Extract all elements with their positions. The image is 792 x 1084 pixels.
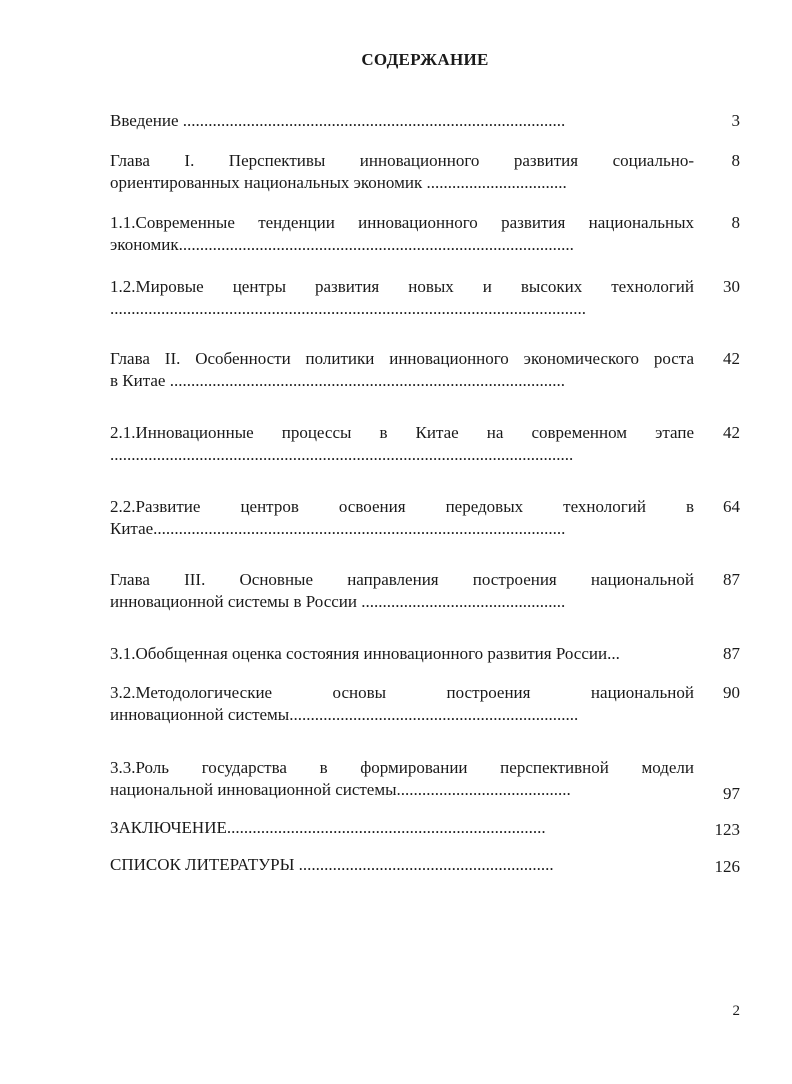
toc-page-number: 123 xyxy=(714,820,740,839)
toc-entry-section-2-2[interactable] xyxy=(110,496,694,540)
toc-page-number: 8 xyxy=(731,213,740,232)
toc-entry-text: Глава I. Перспективы инновационного развития социально- xyxy=(110,151,694,170)
toc-entry-text: ЗАКЛЮЧЕНИЕ........................................................................... xyxy=(110,818,546,837)
toc-page-number: 64 xyxy=(723,497,740,516)
toc-entry-text: 2.2.Развитие центров освоения передовых технологий в xyxy=(110,497,694,516)
toc-page-number: 90 xyxy=(723,683,740,702)
toc-entry-text: 3.3.Роль государства в формировании перспективной модели xyxy=(110,758,694,777)
toc-page-number: 87 xyxy=(723,570,740,589)
toc-entry-section-1-2[interactable] xyxy=(110,276,694,320)
page-number: 2 xyxy=(732,1003,740,1019)
toc-entry-introduction[interactable] xyxy=(110,110,694,132)
toc-entry-text: СПИСОК ЛИТЕРАТУРЫ ............................................................ xyxy=(110,855,554,874)
toc-entry-text: 1.1.Современные тенденции инновационного развития национальных xyxy=(110,213,694,232)
toc-entry-text: ориентированных национальных экономик ................................. xyxy=(110,173,567,192)
toc-entry-text: в Китае ............................................................................................. xyxy=(110,371,565,390)
toc-entry-text: 1.2.Мировые центры развития новых и высоких технологий xyxy=(110,277,694,296)
toc-entry-section-3-2[interactable] xyxy=(110,682,694,726)
toc-page-number: 97 xyxy=(723,784,740,803)
toc-page-number: 30 xyxy=(723,277,740,296)
toc-entry-text: инновационной системы в России ................................................ xyxy=(110,592,566,611)
toc-entry-text: ................................................................................................................ xyxy=(110,299,586,318)
toc-entry-text: ............................................................................................................. xyxy=(110,445,574,464)
toc-entry-chapter-3[interactable] xyxy=(110,569,694,613)
toc-page-number: 3 xyxy=(731,111,740,130)
toc-entry-text: экономик............................................................................................. xyxy=(110,235,574,254)
toc-entry-text: Китае................................................................................................. xyxy=(110,519,566,538)
toc-entry-text: национальной инновационной системы......................................... xyxy=(110,780,571,799)
page-title: СОДЕРЖАНИЕ xyxy=(361,50,489,69)
toc-entry-references[interactable] xyxy=(110,854,694,876)
toc-page-number: 42 xyxy=(723,423,740,442)
toc-entry-text: 3.2.Методологические основы построения национальной xyxy=(110,683,694,702)
toc-entry-section-3-1[interactable] xyxy=(110,643,694,665)
toc-entry-text: инновационной системы.................................................................... xyxy=(110,705,579,724)
toc-entry-text: 2.1.Инновационные процессы в Китае на современном этапе xyxy=(110,423,694,442)
toc-entry-text: 3.1.Обобщенная оценка состояния инновационного развития России... xyxy=(110,644,620,663)
toc-entry-chapter-1[interactable] xyxy=(110,150,694,194)
toc-entry-text: Введение .......................................................................................... xyxy=(110,111,566,130)
toc-entry-section-2-1[interactable] xyxy=(110,422,694,466)
toc-entry-section-3-3[interactable] xyxy=(110,757,694,801)
toc-page-number: 8 xyxy=(731,151,740,170)
toc-entry-text: Глава II. Особенности политики инновационного экономического роста xyxy=(110,349,694,368)
toc-page-number: 126 xyxy=(714,857,740,876)
toc-page-number: 87 xyxy=(723,644,740,663)
toc-entry-chapter-2[interactable] xyxy=(110,348,694,392)
toc-entry-text: Глава III. Основные направления построения национальной xyxy=(110,570,694,589)
toc-page-number: 42 xyxy=(723,349,740,368)
toc-entry-section-1-1[interactable] xyxy=(110,212,694,256)
toc-entry-conclusion[interactable] xyxy=(110,817,694,839)
